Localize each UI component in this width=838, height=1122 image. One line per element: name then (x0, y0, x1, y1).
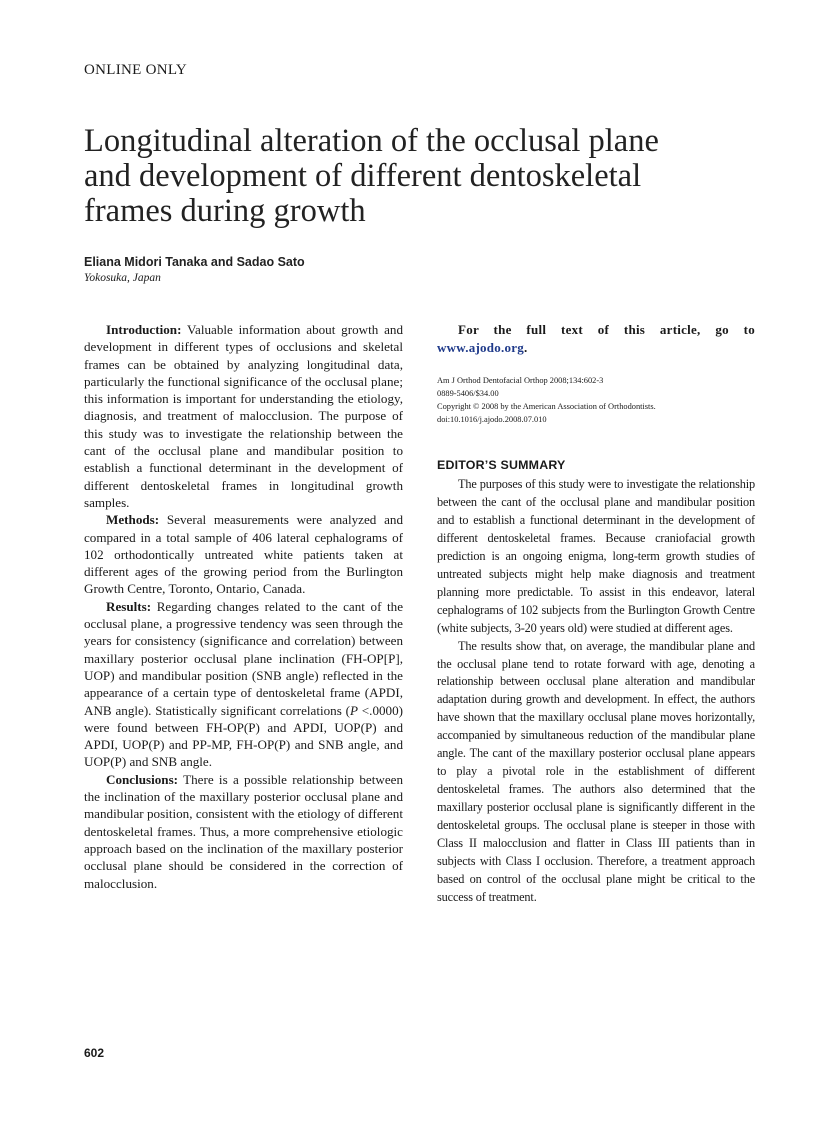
right-column (437, 321, 755, 907)
citation-doi: doi:10.1016/j.ajodo.2008.07.010 (437, 415, 547, 424)
article-title (84, 124, 764, 229)
editors-summary-heading: EDITOR’S SUMMARY (437, 458, 566, 472)
introduction-label: Introduction: (106, 322, 182, 337)
introduction-text: Valuable information about growth and development in different types of occlusions and skeletal frames can be obtained by analyzing longitudinal data, particularly the functional significance of the occlusal plane; this information is important for understanding the etiology, diagnosis, and treatment of malocclusion. The purpose of this study was to investigate the relationship between the cant of the occlusal plane and mandibular position to establish a functional determinant in the development of different dentoskeletal frames in longitudinal growth samples. (84, 322, 403, 510)
citation-copyright: Copyright © 2008 by the American Association of Orthodontists. (437, 402, 656, 411)
abstract-conclusions (84, 771, 403, 892)
article-title-line: frames during growth (84, 193, 366, 229)
p-value-symbol: P (349, 702, 358, 718)
abstract-introduction (84, 321, 403, 511)
article-title-line: Longitudinal alteration of the occlusal plane (84, 123, 659, 159)
full-text-notice-end: . (524, 340, 528, 355)
section-label: ONLINE ONLY (84, 62, 188, 78)
citation-journal: Am J Orthod Dentofacial Orthop 2008;134:602-3 (437, 376, 604, 385)
journal-website-link[interactable]: www.ajodo.org (437, 340, 525, 355)
results-text-continued: <.0000) were found between FH-OP(P) and APDI, UOP(P) and APDI, UOP(P) and PP-MP, FH-OP(P) and SNB angle, and UOP(P) and SNB angle. (84, 702, 404, 770)
author-affiliation: Yokosuka, Japan (84, 272, 161, 284)
results-label: Results: (106, 598, 152, 614)
editors-summary (437, 476, 755, 907)
conclusions-label: Conclusions: (106, 771, 179, 787)
editors-summary-paragraph: The results show that, on average, the mandibular plane and the occlusal plane tend to rotate forward with age, denoting a relationship between occlusal plane alteration and mandibular adaptation during growth and development. In effect, the authors have shown that the maxillary occlusal plane moves horizontally, accompanied by simultaneous reduction of the mandibular plane angle. The cant of the maxillary posterior occlusal plane appears to play a pivotal role in the establishment of different dentoskeletal frames. The authors also determined that the maxillary posterior occlusal plane is significantly different in the dentoskeletal groups. The occlusal plane is steeper in those with Class II malocclusion and flatter in Class III patients than in subjects with Class I occlusion. Therefore, a treatment approach based on control of the occlusal plane might be critical to the success of treatment. (437, 638, 755, 904)
article-title-line: and development of different dentoskeletal (84, 158, 642, 194)
full-text-notice-text: For the full text of this article, go to (458, 322, 755, 337)
abstract (84, 321, 403, 892)
abstract-results (84, 598, 403, 771)
conclusions-text: There is a possible relationship between the inclination of the maxillary posterior occlusal plane and mandibular position, consistent with the etiology of different dentoskeletal frames. Thus, a more comprehensive etiologic approach based on the inclination of the maxillary posterior occlusal plane should be considered in the correction of malocclusion. (84, 771, 403, 891)
full-text-notice (437, 321, 755, 357)
citation-block (437, 374, 755, 426)
editors-summary-paragraph: The purposes of this study were to investigate the relationship between the cant of the occlusal plane and mandibular position and to establish a functional determinant in the development of different dentoskeletal frames. Because craniofacial growth prediction is an ongoing enigma, long-term growth studies of untreated subjects might help make diagnosis and treatment planning more predictable. To assist in this endeavor, lateral cephalograms of 102 subjects from the Burlington Growth Centre (white subjects, 3-20 years old) were studied at different ages. (437, 477, 755, 635)
methods-text: Several measurements were analyzed and compared in a total sample of 406 lateral cephalograms of 102 orthodontically untreated white patients taken at different ages of the growing period from the Burlington Growth Centre, Toronto, Ontario, Canada. (84, 512, 404, 597)
page-number: 602 (84, 1046, 105, 1060)
article-authors: Eliana Midori Tanaka and Sadao Sato (84, 255, 305, 269)
results-text: Regarding changes related to the cant of the occlusal plane, a progressive tendency was seen through the years for consistency (significance and correlation) between maxillary posterior occlusal plane inclination (FH-OP[P], UOP) and mandibular position (SNB angle) reflected in the appearance of a certain type of dentoskeletal frame (APDI, ANB angle). Statistically significant correlations ( (84, 598, 404, 718)
citation-issn: 0889-5406/$34.00 (437, 389, 499, 398)
methods-label: Methods: (106, 512, 160, 528)
abstract-methods (84, 511, 403, 597)
